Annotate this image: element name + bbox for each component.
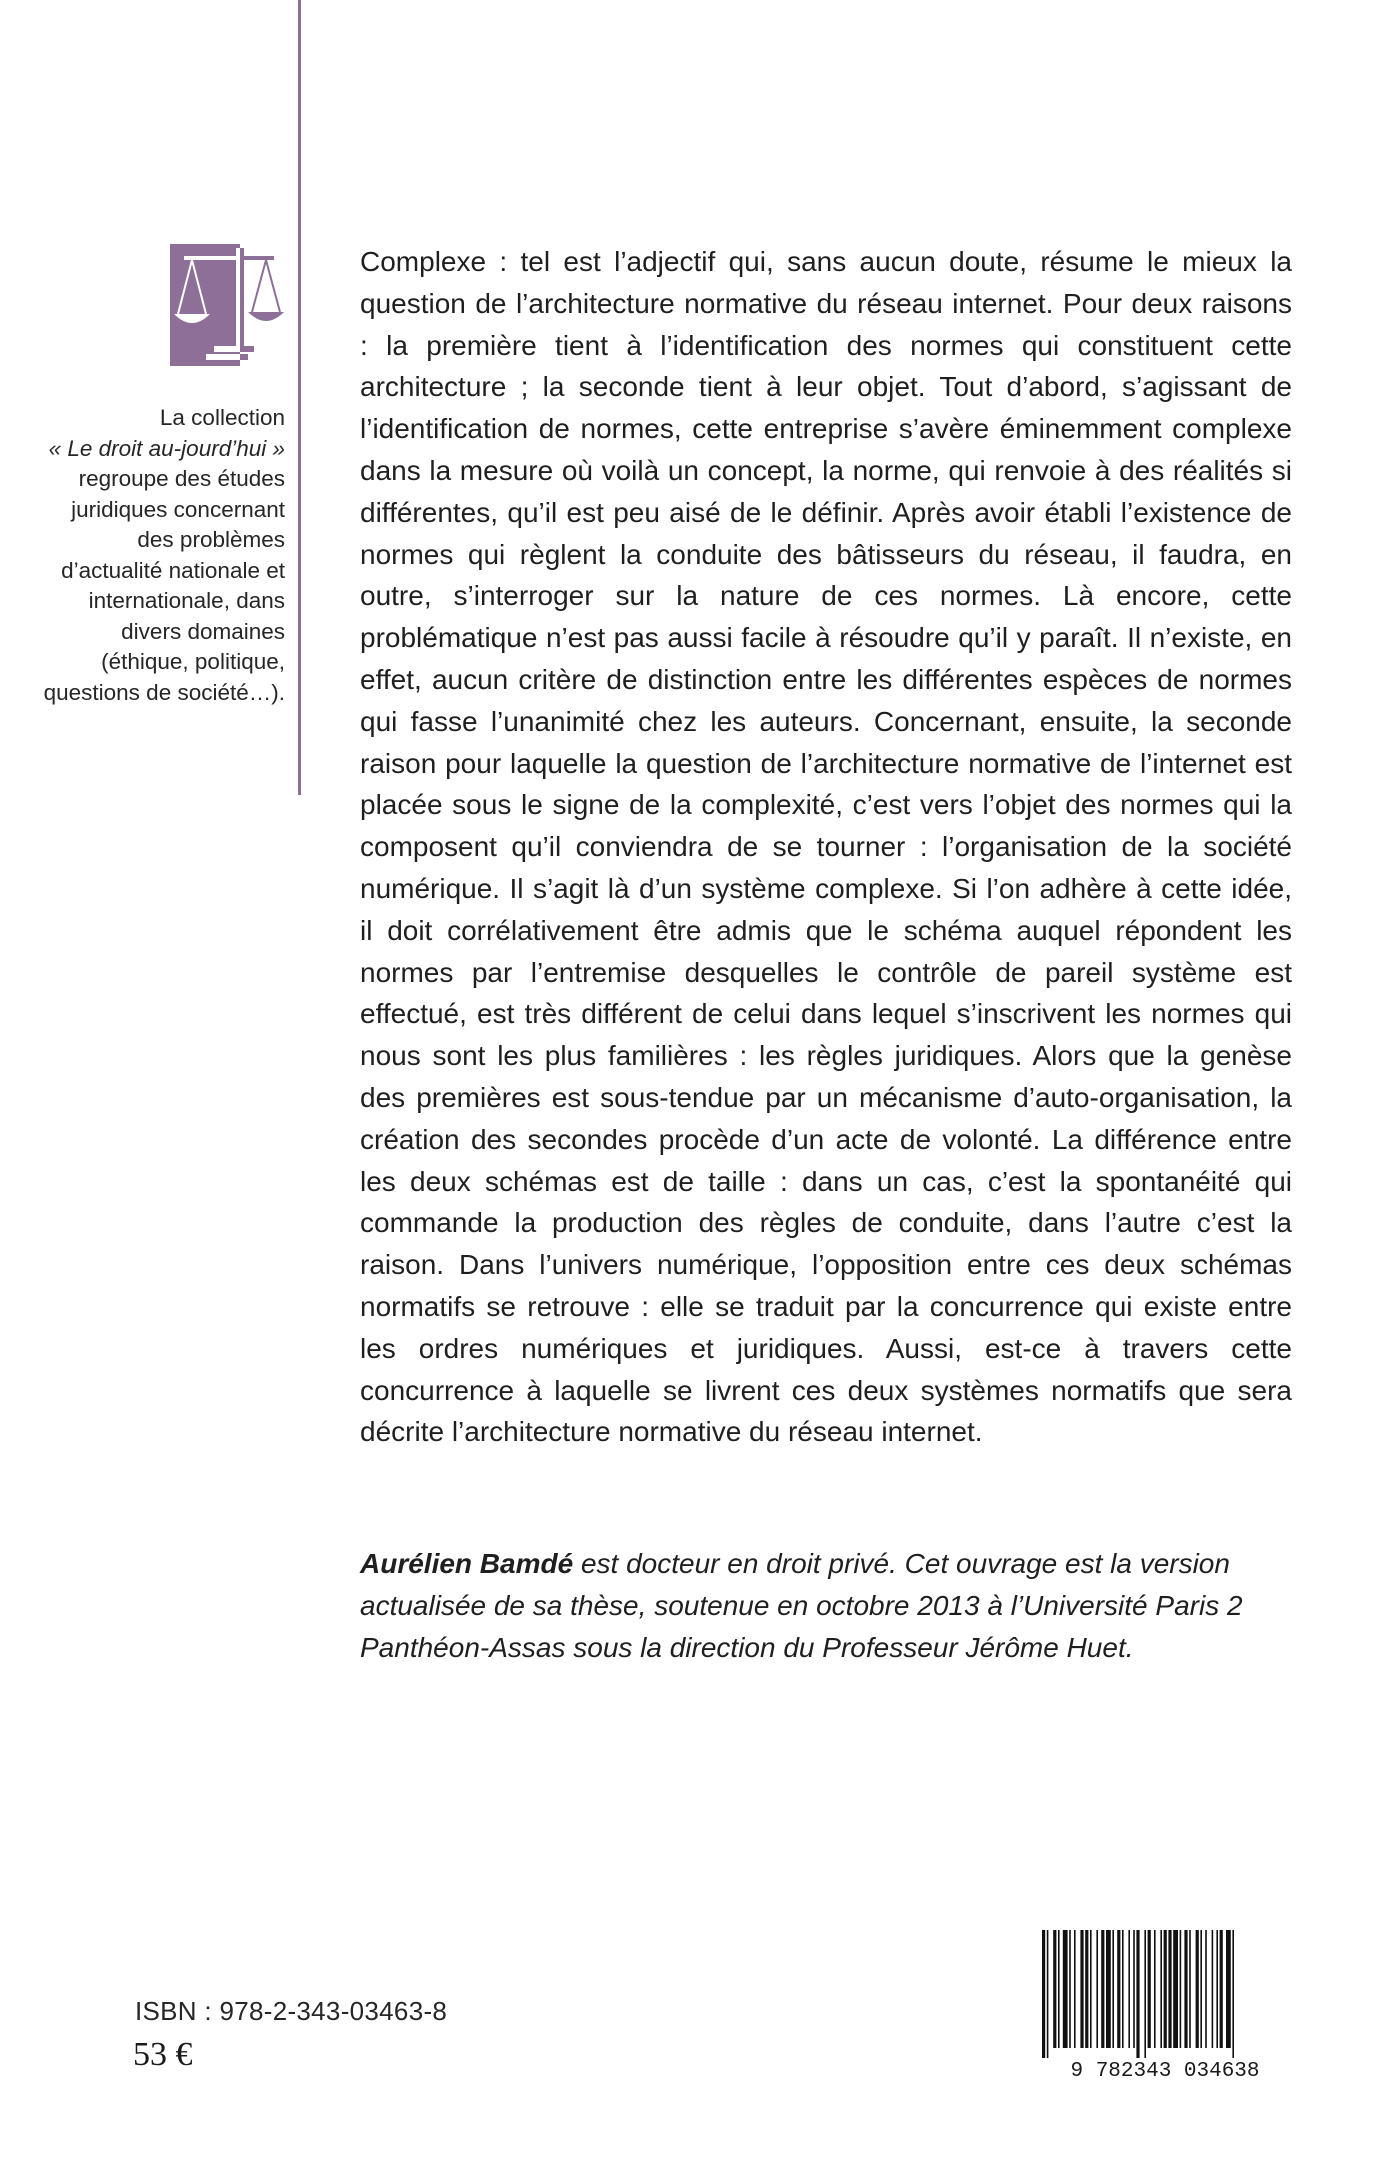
barcode-bar (1226, 1930, 1231, 2048)
barcode-bar (1122, 1930, 1124, 2048)
barcode-bar (1220, 1930, 1223, 2048)
barcode-bar (1168, 1930, 1171, 2048)
barcode-bar (1096, 1930, 1098, 2048)
barcode-digits: 9 782343 034638 (1070, 2060, 1260, 2080)
barcode-bar (1173, 1930, 1178, 2048)
barcode-bar (1144, 1930, 1146, 2058)
barcode-bar (1058, 1930, 1060, 2048)
author-name: Aurélien Bamdé (360, 1548, 574, 1579)
barcode-bar (1090, 1930, 1092, 2048)
barcode-bar (1160, 1930, 1162, 2048)
barcode-bar (1117, 1930, 1120, 2048)
author-bio: est docteur en droit privé. Cet ouvrage est la version actualisée de sa thèse, soutenue en octobre 2013 à l’Université Paris 2 Panthéon-Assas sous la direction du Professeur Jérôme Huet. (360, 1548, 1243, 1663)
barcode-bar (1136, 1930, 1139, 2058)
barcode-bar (1042, 1930, 1045, 2058)
barcode-bar (1074, 1930, 1076, 2048)
collection-description: regroupe des études juridiques concernant des problèmes d’actualité nationale et internationale, dans divers domaines (éthique, politique, questions de société…). (43, 466, 285, 705)
barcode-bar (1164, 1930, 1167, 2048)
barcode-bar (1133, 1930, 1135, 2048)
barcode-bar (1189, 1930, 1191, 2048)
barcode-bar (1148, 1930, 1151, 2048)
barcode-bar (1196, 1930, 1199, 2048)
vertical-divider (298, 0, 301, 795)
barcode-bar (1053, 1930, 1056, 2048)
barcode-bar (1232, 1930, 1234, 2058)
barcode-bar (1106, 1930, 1111, 2048)
isbn-label: ISBN : 978-2-343-03463-8 (135, 1996, 448, 2026)
barcode-bar (1069, 1930, 1071, 2048)
barcode-bars (1042, 1930, 1234, 2058)
summary-text: Complexe : tel est l’adjectif qui, sans aucun doute, résume le mieux la question de l’architecture normative du réseau internet. Pour deux raisons : la première tient à l’identification des normes qui constituent cette architecture ; la seconde tient à leur objet. Tout d’abord, s’agissant de l’identification de normes, cette entreprise s’avère éminemment complexe dans la mesure où voilà un concept, la norme, qui renvoie à des réalités si différentes, qu’il est peu aisé de le définir. Après avoir établi l’existence de normes qui règlent la conduite des bâtisseurs du réseau, il faudra, en outre, s’interroger sur la nature de ces normes. Là encore, cette problématique n’est pas aussi facile à résoudre qu’il y paraît. Il n’existe, en effet, aucun critère de distinction entre les différentes espèces de normes qui fasse l’unanimité chez les auteurs. Concernant, ensuite, la seconde raison pour laquelle la question de l’architecture normative de l’internet est placée sous le signe de la complexité, c’est vers l’objet des normes qui la composent qu’il conviendra de se tourner : l’organisation de la société numérique. Il s’agit là d’un système complexe. Si l’on adhère à cette idée, il doit corrélativement être admis que le schéma auquel répondent les normes par l’entremise desquelles le contrôle de pareil système est effectué, est très différent de celui dans lequel s’inscrivent les normes qui nous sont les plus familières : les règles juridiques. Alors que la genèse des premières est sous-tendue par un mécanisme d’auto-organisation, la création des secondes procède d’un acte de volonté. La différence entre les deux schémas est de taille : dans un cas, c’est la spontanéité qui commande la production des règles de conduite, dans l’autre c’est la raison. Dans l’univers numérique, l’opposition entre ces deux schémas normatifs se retrouve : elle se traduit par la concurrence qui existe entre les ordres numériques et juridiques. Aussi, est-ce à travers cette concurrence à laquelle se livrent ces deux systèmes normatifs que sera décrite l’architecture normative du réseau internet. (360, 246, 1292, 1448)
price-label: 53 € (133, 2036, 193, 2073)
collection-note (40, 403, 285, 708)
barcode (1030, 1930, 1300, 2080)
barcode-bar (1212, 1930, 1214, 2048)
barcode-bar (1184, 1930, 1187, 2048)
barcode-bar (1180, 1930, 1182, 2048)
barcode-bar (1216, 1930, 1218, 2048)
barcode-bar (1128, 1930, 1130, 2048)
barcode-bar (1047, 1930, 1049, 2058)
collection-prefix: La collection (159, 405, 285, 430)
barcode-bar (1085, 1930, 1088, 2048)
barcode-bar (1101, 1930, 1104, 2048)
scales-of-justice-icon (170, 244, 288, 366)
barcode-bar (1112, 1930, 1114, 2048)
barcode-bar (1205, 1930, 1207, 2048)
barcode-bar (1200, 1930, 1202, 2048)
barcode-bar (1063, 1930, 1068, 2048)
barcode-bar (1154, 1930, 1156, 2048)
barcode-bar (1080, 1930, 1083, 2048)
collection-series-title: « Le droit au-jourd’hui » (48, 435, 285, 461)
author-note (360, 1543, 1292, 1668)
